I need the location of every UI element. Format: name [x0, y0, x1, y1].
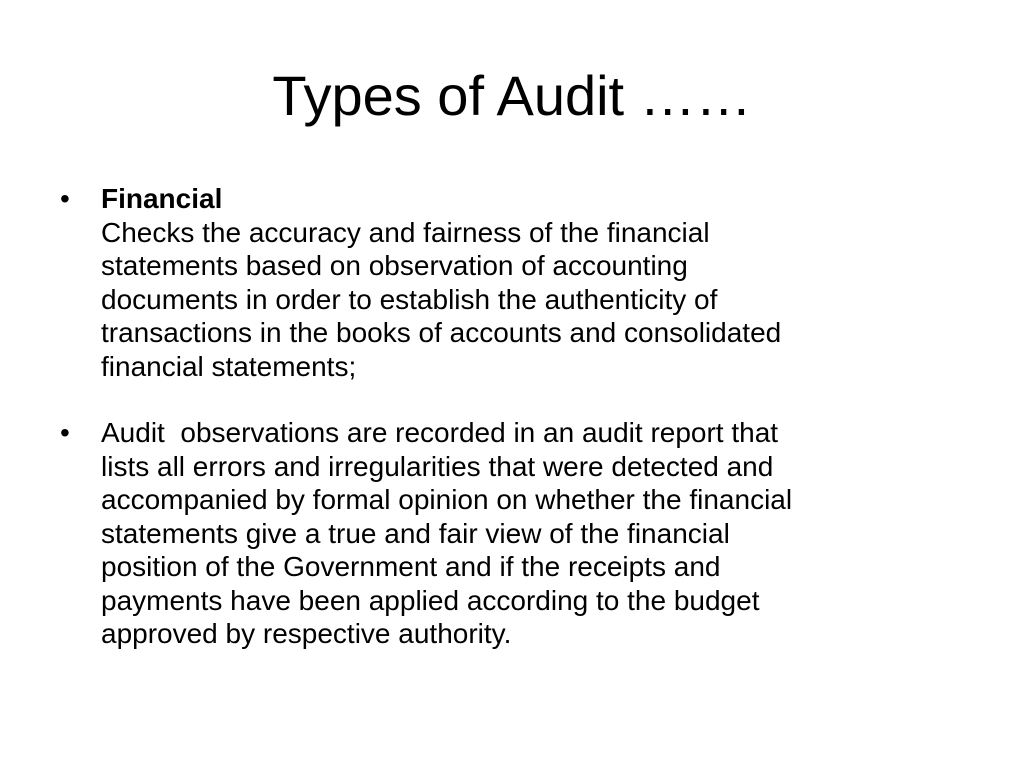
- bullet-text-line: Checks the accuracy and fairness of the financial: [101, 216, 710, 248]
- bullet-text-line: lists all errors and irregularities that were detected and: [101, 450, 774, 482]
- bullet-item-audit-observations: [60, 416, 960, 651]
- bullet-text-line: approved by respective authority.: [101, 618, 512, 649]
- bullet-text-line: documents in order to establish the authenticity of: [101, 283, 718, 315]
- bullet-text-line: payments have been applied according to the budget: [101, 584, 760, 616]
- bullet-item-financial: [60, 182, 960, 383]
- bullet-icon: •: [60, 183, 70, 214]
- bullet-text-line: statements give a true and fair view of the financial: [101, 517, 730, 549]
- bullet-text-line: position of the Government and if the receipts and: [101, 551, 721, 582]
- bullet-text-line: accompanied by formal opinion on whether the financial: [101, 484, 793, 515]
- bullet-heading: Financial: [101, 183, 223, 214]
- bullet-text-line: financial statements;: [101, 350, 357, 382]
- bullet-text-line: Audit observations are recorded in an audit report that: [101, 417, 779, 448]
- bullet-icon: •: [60, 417, 70, 448]
- bullet-text-line: statements based on observation of accounting: [101, 250, 688, 281]
- bullet-list: [60, 182, 960, 651]
- slide-title: Types of Audit ……: [272, 64, 752, 127]
- bullet-text-line: transactions in the books of accounts and consolidated: [101, 317, 782, 348]
